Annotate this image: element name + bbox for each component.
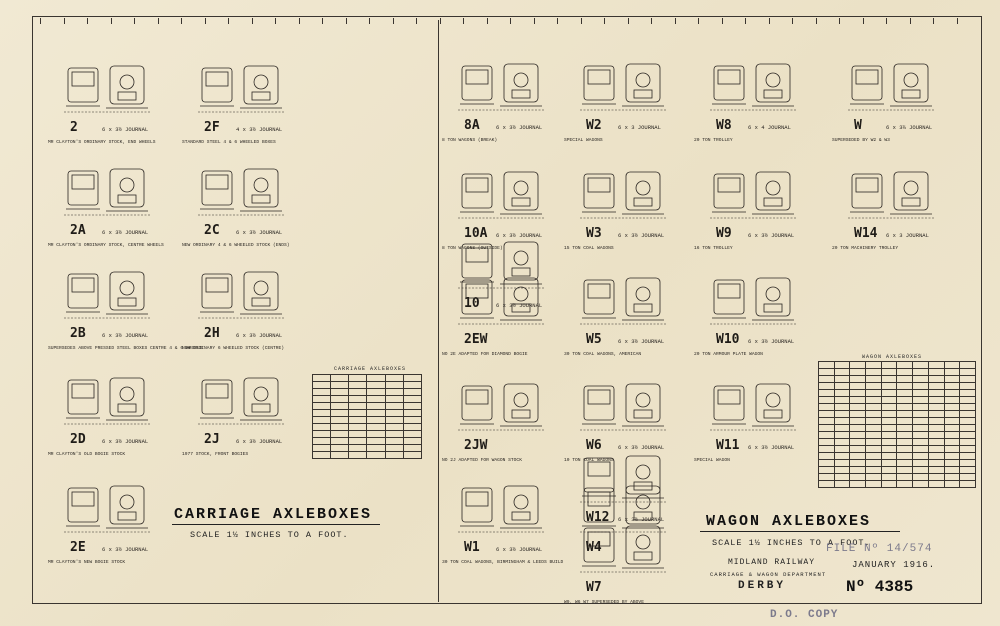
border-tick: [393, 18, 394, 24]
wagon-axlebox-drawing: [456, 58, 546, 118]
carriage-scale: SCALE 1½ INCHES TO A FOOT.: [190, 530, 349, 540]
carriage-axlebox-code: 2F: [204, 120, 220, 135]
wagon-axlebox-caption: SUPERSEDED BY W2 & W3: [832, 138, 890, 143]
carriage-axlebox-diagram: [62, 480, 152, 540]
wagon-axlebox-caption: SPECIAL WAGONS: [564, 138, 603, 143]
wagon-table-row: [819, 453, 976, 460]
carriage-journal-size: 6 x 3½ JOURNAL: [102, 229, 149, 236]
wagon-table-row: [819, 362, 976, 369]
company-name: MIDLAND RAILWAY: [728, 558, 816, 567]
carriage-title-underline: [172, 524, 380, 525]
wagon-axlebox-drawing: [578, 378, 668, 438]
wagon-journal-size: 6 x 3½ JOURNAL: [748, 232, 795, 239]
wagon-axlebox-table: [818, 361, 976, 488]
wagon-table-row: [819, 467, 976, 474]
carriage-axlebox-diagram: [62, 163, 152, 223]
wagon-table-row: [819, 411, 976, 418]
border-tick: [275, 18, 276, 24]
carriage-axlebox-drawing: [196, 372, 286, 432]
place-name: DERBY: [738, 580, 787, 592]
wagon-axlebox-diagram: [578, 520, 668, 580]
wagon-axlebox-drawing: [456, 480, 546, 540]
carriage-axlebox-drawing: [62, 372, 152, 432]
border-tick: [651, 18, 652, 24]
border-tick: [181, 18, 182, 24]
border-tick: [581, 18, 582, 24]
carriage-axlebox-caption: SUPERSEDES ABOVE PRESSED STEEL BOXES CENTRE 4 & 6 WHEELS: [48, 346, 203, 351]
wagon-axlebox-code: 8A: [464, 118, 480, 133]
border-tick: [416, 18, 417, 24]
wagon-journal-size: 6 x 3½ JOURNAL: [618, 232, 665, 239]
wagon-table-row: [819, 425, 976, 432]
wagon-table-title: WAGON AXLEBOXES: [862, 354, 923, 360]
wagon-axlebox-code: W12: [586, 510, 610, 525]
border-tick: [675, 18, 676, 24]
border-tick: [910, 18, 911, 24]
border-tick: [205, 18, 206, 24]
wagon-axlebox-caption: W9, W6 W7 SUPERSEDED BY ABOVE: [564, 600, 644, 605]
carriage-journal-size: 6 x 3½ JOURNAL: [236, 229, 283, 236]
wagon-table-row: [819, 376, 976, 383]
wagon-title: WAGON AXLEBOXES: [706, 513, 872, 530]
wagon-axlebox-caption: 16 TON TROLLEY: [694, 246, 733, 251]
border-tick: [510, 18, 511, 24]
carriage-journal-size: 6 x 3½ JOURNAL: [236, 332, 283, 339]
drawing-number: Nº 4385: [846, 578, 914, 596]
wagon-axlebox-code: W3: [586, 226, 602, 241]
carriage-axlebox-code: 2E: [70, 540, 86, 555]
carriage-journal-size: 6 x 3½ JOURNAL: [102, 546, 149, 553]
wagon-axlebox-drawing: [456, 166, 546, 226]
border-tick: [604, 18, 605, 24]
wagon-axlebox-drawing: [846, 166, 936, 226]
border-tick: [816, 18, 817, 24]
carriage-axlebox-diagram: [196, 60, 286, 120]
carriage-title: CARRIAGE AXLEBOXES: [174, 506, 373, 523]
carriage-axlebox-caption: MR CLAYTON'S NEW BOGIE STOCK: [48, 560, 126, 565]
wagon-axlebox-caption: 8 TON WAGONS (BREAK): [442, 138, 498, 143]
wagon-table-row: [819, 397, 976, 404]
wagon-axlebox-drawing: [708, 166, 798, 226]
wagon-axlebox-drawing: [578, 166, 668, 226]
border-tick: [322, 18, 323, 24]
wagon-journal-size: 6 x 3 JOURNAL: [886, 232, 929, 239]
carriage-axlebox-table: [312, 374, 422, 459]
wagon-journal-size: 6 x 4 JOURNAL: [748, 124, 791, 131]
carriage-axlebox-drawing: [196, 163, 286, 223]
wagon-axlebox-code: 2EW: [464, 332, 488, 347]
wagon-axlebox-caption: NO 2E ADAPTED FOR DIAMOND BOGIE: [442, 352, 528, 357]
wagon-table-row: [819, 474, 976, 481]
do-copy-stamp: D.O. COPY: [770, 609, 839, 621]
border-tick: [252, 18, 253, 24]
wagon-axlebox-diagram: [846, 166, 936, 226]
border-tick: [534, 18, 535, 24]
border-tick: [792, 18, 793, 24]
center-divider: [438, 20, 439, 602]
border-tick: [722, 18, 723, 24]
wagon-axlebox-diagram: [456, 272, 546, 332]
wagon-axlebox-diagram: [578, 272, 668, 332]
wagon-journal-size: 6 x 3½ JOURNAL: [496, 302, 543, 309]
wagon-axlebox-diagram: [708, 58, 798, 118]
wagon-axlebox-code: W11: [716, 438, 740, 453]
carriage-axlebox-diagram: [62, 60, 152, 120]
wagon-axlebox-code: W9: [716, 226, 732, 241]
wagon-axlebox-code: W4: [586, 540, 602, 555]
carriage-journal-size: 6 x 3½ JOURNAL: [102, 332, 149, 339]
wagon-axlebox-code: 10A: [464, 226, 488, 241]
wagon-axlebox-diagram: [578, 166, 668, 226]
wagon-axlebox-caption: 30 TON COAL WAGONS, AMERICAN: [564, 352, 642, 357]
border-tick: [346, 18, 347, 24]
wagon-axlebox-code: W5: [586, 332, 602, 347]
wagon-axlebox-caption: 15 TON COAL WAGONS: [564, 246, 614, 251]
wagon-axlebox-code: W6: [586, 438, 602, 453]
border-tick: [40, 18, 41, 24]
carriage-axlebox-code: 2J: [204, 432, 220, 447]
border-tick: [64, 18, 65, 24]
carriage-axlebox-drawing: [62, 266, 152, 326]
department-name: CARRIAGE & WAGON DEPARTMENT: [710, 571, 827, 578]
wagon-axlebox-diagram: [708, 272, 798, 332]
carriage-axlebox-drawing: [196, 266, 286, 326]
border-tick: [863, 18, 864, 24]
wagon-axlebox-code: W1: [464, 540, 480, 555]
carriage-axlebox-diagram: [62, 266, 152, 326]
wagon-axlebox-caption: 20 TON ARMOUR PLATE WAGON: [694, 352, 763, 357]
file-number-stamp: FILE Nº 14/574: [826, 543, 933, 555]
wagon-journal-size: 6 x 3½ JOURNAL: [496, 546, 543, 553]
border-tick: [111, 18, 112, 24]
wagon-axlebox-drawing: [456, 272, 546, 332]
carriage-axlebox-caption: NEW ORDINARY 4 & 6 WHEELED STOCK (ENDS): [182, 243, 290, 248]
border-tick: [463, 18, 464, 24]
wagon-journal-size: 6 x 3½ JOURNAL: [748, 338, 795, 345]
wagon-journal-size: 6 x 3½ JOURNAL: [496, 232, 543, 239]
wagon-axlebox-code: W: [854, 118, 862, 133]
wagon-axlebox-caption: NO 2J ADAPTED FOR WAGON STOCK: [442, 458, 522, 463]
carriage-axlebox-diagram: [196, 266, 286, 326]
border-tick: [87, 18, 88, 24]
wagon-axlebox-code: W10: [716, 332, 740, 347]
wagon-axlebox-drawing: [846, 58, 936, 118]
wagon-axlebox-diagram: [708, 166, 798, 226]
border-tick: [557, 18, 558, 24]
wagon-table-row: [819, 418, 976, 425]
carriage-axlebox-code: 2: [70, 120, 78, 135]
wagon-table-row: [819, 404, 976, 411]
border-tick: [839, 18, 840, 24]
wagon-journal-size: 6 x 3 JOURNAL: [618, 124, 661, 131]
wagon-table-row: [819, 369, 976, 376]
border-tick: [487, 18, 488, 24]
wagon-table-row: [819, 383, 976, 390]
carriage-journal-size: 4 x 3½ JOURNAL: [236, 126, 283, 133]
carriage-axlebox-drawing: [62, 60, 152, 120]
wagon-axlebox-diagram: [578, 58, 668, 118]
wagon-axlebox-drawing: [708, 58, 798, 118]
carriage-axlebox-code: 2D: [70, 432, 86, 447]
carriage-axlebox-drawing: [62, 163, 152, 223]
wagon-axlebox-diagram: [456, 166, 546, 226]
carriage-axlebox-caption: 1977 STOCK, FRONT BOGIES: [182, 452, 249, 457]
wagon-axlebox-drawing: [456, 378, 546, 438]
wagon-journal-size: 6 x 3½ JOURNAL: [618, 516, 665, 523]
wagon-axlebox-code: W7: [586, 580, 602, 595]
border-tick: [933, 18, 934, 24]
carriage-axlebox-code: 2C: [204, 223, 220, 238]
wagon-journal-size: 6 x 3¼ JOURNAL: [886, 124, 933, 131]
border-tick: [158, 18, 159, 24]
wagon-journal-size: 6 x 3½ JOURNAL: [748, 444, 795, 451]
carriage-journal-size: 6 x 3½ JOURNAL: [236, 438, 283, 445]
wagon-axlebox-diagram: [708, 378, 798, 438]
carriage-axlebox-code: 2A: [70, 223, 86, 238]
wagon-axlebox-code: W14: [854, 226, 878, 241]
wagon-axlebox-diagram: [846, 58, 936, 118]
carriage-axlebox-caption: MR CLAYTON'S ORDINARY STOCK, CENTRE WHEELS: [48, 243, 164, 248]
carriage-axlebox-drawing: [196, 60, 286, 120]
wagon-journal-size: 6 x 3½ JOURNAL: [618, 444, 665, 451]
carriage-journal-size: 6 x 3½ JOURNAL: [102, 438, 149, 445]
border-tick: [957, 18, 958, 24]
wagon-axlebox-drawing: [578, 272, 668, 332]
wagon-axlebox-caption: 20 TON MACHINERY TROLLEY: [832, 246, 899, 251]
wagon-axlebox-diagram: [456, 378, 546, 438]
wagon-table-row: [819, 446, 976, 453]
wagon-axlebox-caption: 10 TON COAL WAGONS: [564, 458, 614, 463]
carriage-axlebox-caption: STANDARD STEEL 4 & 6 WHEELED BOXES: [182, 140, 276, 145]
border-tick: [440, 18, 441, 24]
wagon-table-row: [819, 481, 976, 488]
carriage-axlebox-code: 2B: [70, 326, 86, 341]
wagon-journal-size: 6 x 3½ JOURNAL: [496, 124, 543, 131]
carriage-axlebox-caption: NEW ORDINARY 6 WHEELED STOCK (CENTRE): [182, 346, 284, 351]
border-tick: [299, 18, 300, 24]
wagon-table-row: [819, 439, 976, 446]
wagon-title-underline: [700, 531, 900, 532]
border-tick: [769, 18, 770, 24]
border-tick: [745, 18, 746, 24]
border-tick: [886, 18, 887, 24]
carriage-axlebox-drawing: [62, 480, 152, 540]
wagon-axlebox-code: 2JW: [464, 438, 488, 453]
wagon-axlebox-code: W2: [586, 118, 602, 133]
border-tick: [228, 18, 229, 24]
carriage-axlebox-code: 2H: [204, 326, 220, 341]
border-tick: [698, 18, 699, 24]
wagon-table-row: [819, 390, 976, 397]
wagon-axlebox-code: 10: [464, 296, 480, 311]
carriage-axlebox-diagram: [196, 372, 286, 432]
wagon-axlebox-drawing: [578, 58, 668, 118]
wagon-axlebox-caption: 8 TON WAGONS (OUTSIDE): [442, 246, 503, 251]
border-tick: [134, 18, 135, 24]
wagon-axlebox-drawing: [578, 520, 668, 580]
wagon-table-row: [819, 432, 976, 439]
carriage-axlebox-diagram: [62, 372, 152, 432]
carriage-journal-size: 6 x 3½ JOURNAL: [102, 126, 149, 133]
wagon-axlebox-diagram: [578, 378, 668, 438]
wagon-axlebox-code: W8: [716, 118, 732, 133]
carriage-axlebox-caption: MR CLAYTON'S ORDINARY STOCK, END WHEELS: [48, 140, 156, 145]
carriage-axlebox-caption: MR CLAYTON'S OLD BOGIE STOCK: [48, 452, 126, 457]
wagon-journal-size: 6 x 3½ JOURNAL: [618, 338, 665, 345]
wagon-axlebox-diagram: [456, 480, 546, 540]
border-tick: [369, 18, 370, 24]
drawing-date: JANUARY 1916.: [852, 560, 936, 570]
wagon-axlebox-caption: SPECIAL WAGON: [694, 458, 730, 463]
border-tick: [628, 18, 629, 24]
wagon-scale: SCALE 1½ INCHES TO A FOOT.: [712, 538, 871, 548]
wagon-axlebox-drawing: [708, 378, 798, 438]
carriage-table-title: CARRIAGE AXLEBOXES: [334, 366, 407, 372]
wagon-axlebox-caption: 30 TON COAL WAGONS, BIRMINGHAM & LEEDS BUILD: [442, 560, 564, 565]
wagon-axlebox-diagram: [456, 58, 546, 118]
wagon-axlebox-caption: 20 TON TROLLEY: [694, 138, 733, 143]
wagon-axlebox-drawing: [708, 272, 798, 332]
carriage-axlebox-diagram: [196, 163, 286, 223]
wagon-table-row: [819, 460, 976, 467]
